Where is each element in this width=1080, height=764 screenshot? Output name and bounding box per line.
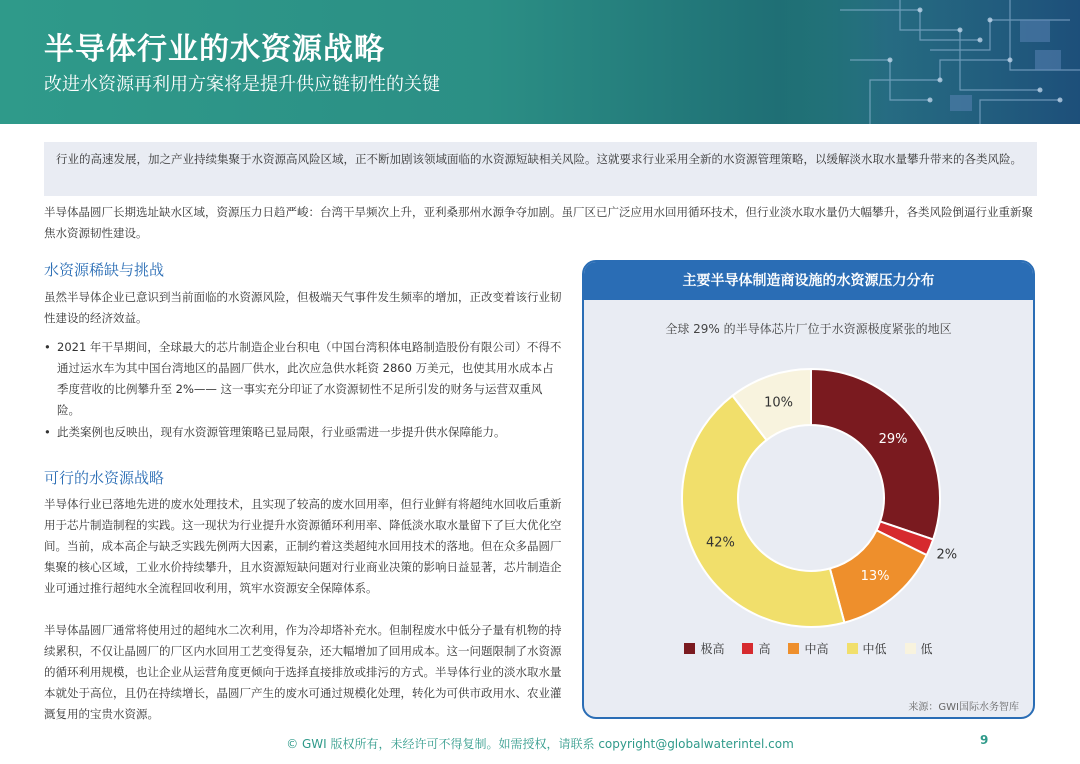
legend-swatch-icon [788, 643, 799, 654]
section-strategy-text-1: 半导体行业已落地先进的废水处理技术，且实现了较高的废水回用率，但行业鲜有将超纯水回收后重新用于芯片制造制程的实践。这一现状为行业提升水资源循环利用率、降低淡水取水量留下了巨大优化空间。当前，成本高企与缺乏实践先例两大因素，正制约着这类超纯水回用技术的落地。但在众多晶圆厂集聚的核心区域，工业水价持续攀升，且水资源短缺问题对行业商业决策的影响日益显著，芯片制造企业可通过推行超纯水全流程回收利用，筑牢水资源安全保障体系。 [44, 497, 562, 595]
bullet-dot-icon: • [44, 425, 51, 439]
legend-swatch-icon [684, 643, 695, 654]
legend-item [684, 640, 724, 657]
bullet-text: 2021 年干旱期间，全球最大的芯片制造企业台积电（中国台湾积体电路制造股份有限公司）不得不通过运水车为其中国台湾地区的晶圆厂供水，此次应急供水耗资 2860 万美元，也使其用水成本占季度营收的比例攀升至 2%—— 这一事实充分印证了水资源韧性不足所引发的财务与运营双重风险。 [57, 340, 562, 417]
bullet-item [44, 337, 562, 421]
intro-summary: 行业的高速发展，加之产业持续集聚于水资源高风险区域，正不断加剧该领域面临的水资源短缺相关风险。这就要求行业采用全新的水资源管理策略，以缓解淡水取水量攀升带来的各类风险。 [44, 142, 1037, 196]
legend-item [905, 640, 933, 657]
legend-label: 高 [758, 642, 771, 656]
chart-panel [582, 260, 1035, 719]
legend-label: 中低 [862, 642, 887, 656]
bullet-dot-icon: • [44, 340, 51, 354]
legend-label: 低 [920, 642, 933, 656]
legend-item [788, 640, 828, 657]
header-banner [0, 0, 1080, 124]
data-label: 2% [936, 547, 958, 563]
section-strategy-text-2: 半导体晶圆厂通常将使用过的超纯水二次利用，作为冷却塔补充水。但制程废水中低分子量有机物的持续累积，不仅让晶圆厂的厂区内水回用工艺变得复杂，还大幅增加了回用成本。这一问题限制了水资源的循环利用规模，也让企业从运营角度更倾向于选择直接排放或排污的方式。半导体行业的淡水取水量本就处于高位，且仍在持续增长，晶圆厂产生的废水可通过规模化处理，转化为可供市政用水、农业灌溉复用的宝贵水资源。 [44, 623, 562, 721]
section-heading-strategy: 可行的水资源战略 [44, 469, 165, 487]
data-label: 10% [764, 395, 793, 411]
page-subtitle: 改进水资源再利用方案将是提升供应链韧性的关键 [44, 74, 440, 95]
chart-legend [584, 640, 1033, 657]
donut-slice-极高 [811, 369, 940, 539]
bullet-item [44, 422, 562, 443]
bullet-text: 此类案例也反映出，现有水资源管理策略已显局限，行业亟需进一步提升供水保障能力。 [57, 425, 506, 439]
donut-chart [584, 262, 1035, 632]
data-label: 29% [878, 432, 908, 448]
legend-swatch-icon [742, 643, 753, 654]
chart-title: 主要半导体制造商设施的水资源压力分布 [584, 262, 1033, 300]
footer-copyright: © GWI 版权所有，未经许可不得复制。如需授权，请联系 copyright@globalwaterintel.com [286, 737, 794, 751]
legend-item [742, 640, 770, 657]
legend-swatch-icon [847, 643, 858, 654]
chart-subtitle: 全球 29% 的半导体芯片厂位于水资源极度紧张的地区 [665, 322, 952, 336]
legend-label: 极高 [700, 642, 725, 656]
legend-item [847, 640, 887, 657]
page-number: 9 [980, 733, 989, 747]
section-scarcity-text: 虽然半导体企业已意识到当前面临的水资源风险，但极端天气事件发生频率的增加，正改变着该行业韧性建设的经济效益。 [44, 290, 562, 325]
legend-swatch-icon [905, 643, 916, 654]
section-heading-scarcity: 水资源稀缺与挑战 [44, 261, 165, 279]
data-label: 13% [860, 569, 890, 585]
data-label: 42% [705, 535, 735, 551]
legend-label: 中高 [804, 642, 829, 656]
intro-paragraph: 半导体晶圆厂长期选址缺水区域，资源压力日趋严峻：台湾干旱频次上升，亚利桑那州水源争夺加剧。虽厂区已广泛应用水回用循环技术，但行业淡水取水量仍大幅攀升，各类风险倒逼行业重新聚焦水资源韧性建设。 [44, 205, 1033, 240]
circuit-board-image [780, 0, 1080, 124]
chart-source: 来源：GWI国际水务智库 [908, 702, 1019, 713]
page-title: 半导体行业的水资源战略 [44, 32, 385, 67]
